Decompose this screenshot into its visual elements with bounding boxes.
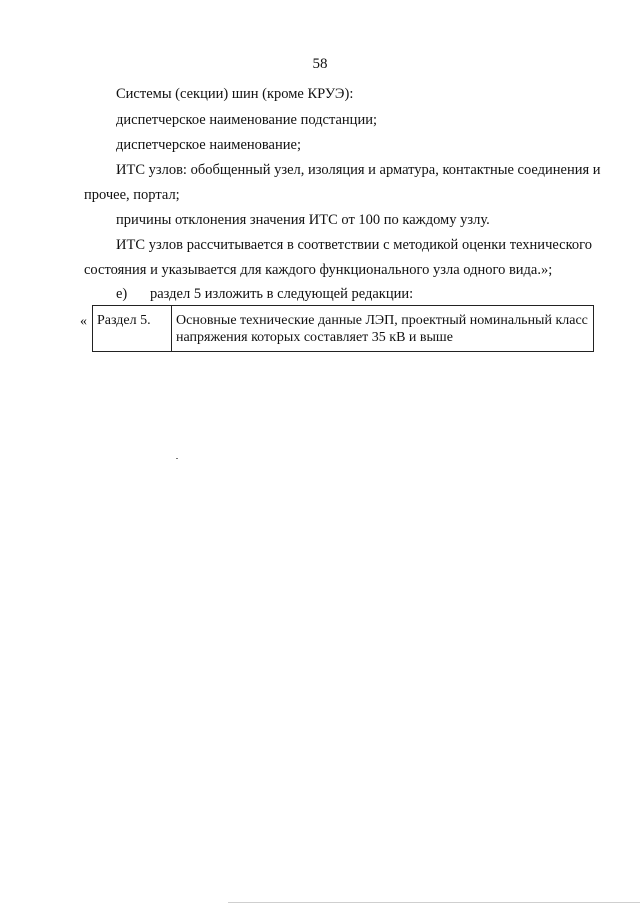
busbar-systems-heading: Системы (секции) шин (кроме КРУЭ): <box>116 86 354 102</box>
itc-calc-line-1: ИТС узлов рассчитывается в соответствии с методикой оценки технического <box>116 237 592 253</box>
dispatch-name-line: диспетчерское наименование; <box>116 137 301 153</box>
item-e-letter: е) <box>116 286 128 302</box>
itc-calc-line-2: состояния и указывается для каждого функционального узла одного вида.»; <box>84 262 553 278</box>
dispatch-substation-line: диспетчерское наименование подстанции; <box>116 112 377 128</box>
scan-speck <box>176 458 178 459</box>
open-quote-mark: « <box>80 314 87 329</box>
deviation-reasons-line: причины отклонения значения ИТС от 100 по каждому узлу. <box>116 212 490 228</box>
page-number: 58 <box>312 56 328 72</box>
bottom-edge-line <box>228 902 640 903</box>
section-table <box>92 305 594 352</box>
section-label-cell: Раздел 5. <box>93 306 172 352</box>
item-e-text: раздел 5 изложить в следующей редакции: <box>150 286 414 302</box>
itc-nodes-line-1: ИТС узлов: обобщенный узел, изоляция и арматура, контактные соединения и <box>116 162 601 178</box>
section-title-cell: Основные технические данные ЛЭП, проектный номинальный класс напряжения которых составляет 35 кВ и выше <box>172 306 594 352</box>
table-row <box>93 306 594 352</box>
itc-nodes-line-2: прочее, портал; <box>84 187 180 203</box>
